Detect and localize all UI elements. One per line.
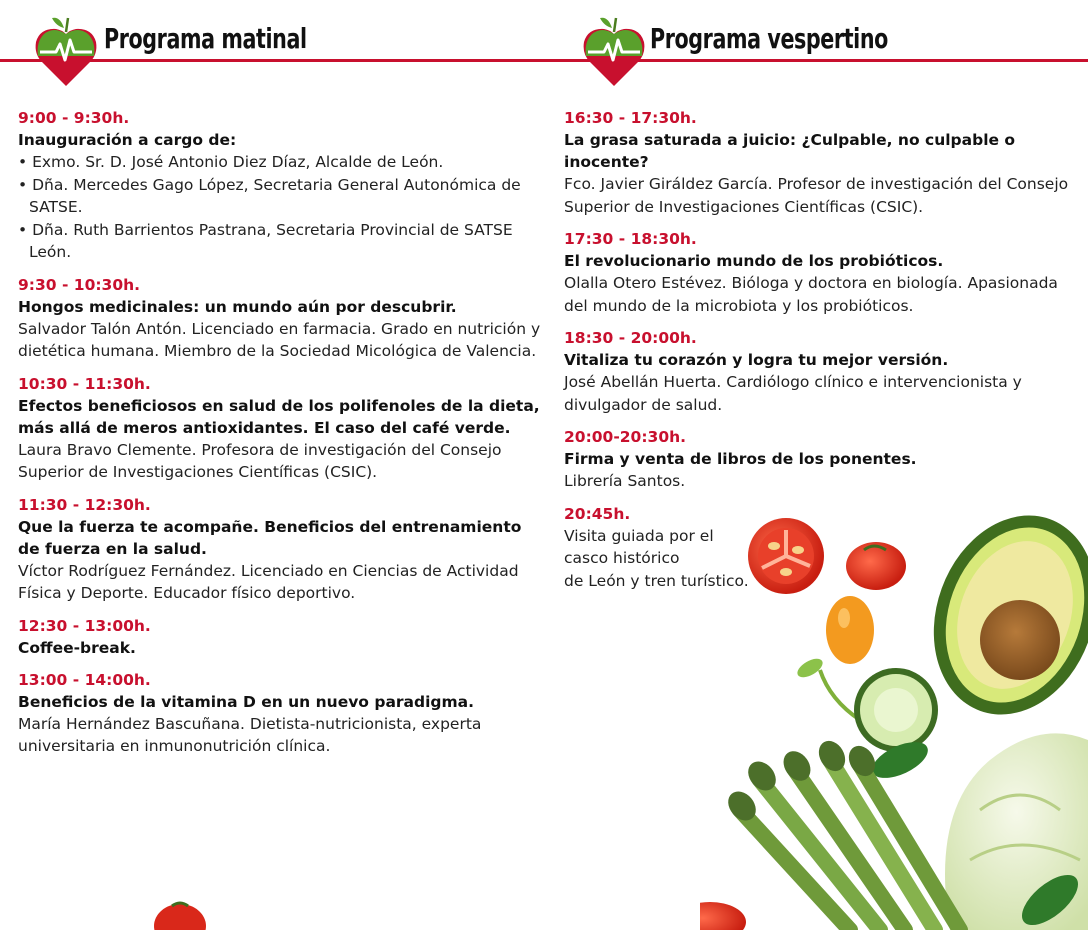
cucumber-slice-icon — [854, 668, 938, 752]
activity-line: casco histórico — [564, 549, 680, 567]
session-time: 9:00 - 9:30h. — [18, 109, 130, 127]
session-time: 18:30 - 20:00h. — [564, 329, 697, 347]
session-item — [18, 615, 543, 659]
header-divider — [0, 59, 1088, 62]
session-time: 20:45h. — [564, 504, 631, 523]
session-title: Coffee-break. — [18, 638, 136, 657]
session-item — [18, 107, 543, 264]
guest-bullet: • Dña. Mercedes Gago López, Secretaria General Autonómica de SATSE. — [18, 174, 543, 219]
session-time: 17:30 - 18:30h. — [564, 230, 697, 248]
morning-program-title: Programa matinal — [104, 22, 307, 55]
session-time: 10:30 - 11:30h. — [18, 374, 151, 393]
speaker-description: Salvador Talón Antón. Licenciado en farmacia. Grado en nutrición y dietética humana. Miembro de la Sociedad Micológica de Valencia. — [18, 319, 541, 360]
activity-line: de León y tren turístico. — [564, 571, 749, 590]
apple-heart-logo-icon — [582, 12, 646, 88]
apple-heart-logo-icon — [34, 12, 98, 88]
session-title: Hongos medicinales: un mundo aún por descubrir. — [18, 297, 457, 316]
session-title: Que la fuerza te acompañe. Beneficios del entrenamiento de fuerza en la salud. — [18, 517, 522, 558]
activity-line: Visita guiada por el — [564, 526, 714, 545]
speaker-description: Librería Santos. — [564, 472, 686, 490]
morning-program — [18, 107, 543, 768]
afternoon-program-title: Programa vespertino — [650, 22, 888, 55]
session-item — [18, 494, 543, 605]
session-title: Vitaliza tu corazón y logra tu mejor versión. — [564, 351, 949, 369]
yellow-tomato-icon — [826, 596, 874, 664]
session-item — [564, 327, 1074, 416]
session-time: 12:30 - 13:00h. — [18, 616, 151, 635]
session-time: 13:00 - 14:00h. — [18, 670, 151, 689]
cherry-tomato-icon — [846, 542, 906, 590]
tomato-icon — [150, 896, 210, 930]
session-title: Beneficios de la vitamina D en un nuevo paradigma. — [18, 692, 475, 711]
vegetables-illustration — [700, 510, 1088, 930]
session-title: Inauguración a cargo de: — [18, 131, 237, 149]
asparagus-icon — [723, 736, 960, 930]
session-item — [564, 228, 1074, 317]
speaker-description: José Abellán Huerta. Cardiólogo clínico e intervencionista y divulgador de salud. — [564, 373, 1022, 414]
session-time: 20:00-20:30h. — [564, 428, 687, 446]
speaker-description: Laura Bravo Clemente. Profesora de investigación del Consejo Superior de Investigaciones Científicas (CSIC). — [18, 440, 502, 481]
session-title: Firma y venta de libros de los ponentes. — [564, 450, 917, 468]
session-title: Efectos beneficiosos en salud de los polifenoles de la dieta, más allá de meros antioxidantes. El caso del café verde. — [18, 396, 540, 437]
speaker-description: Fco. Javier Giráldez García. Profesor de investigación del Consejo Superior de Investigaciones Científicas (CSIC). — [564, 175, 1069, 216]
session-time: 16:30 - 17:30h. — [564, 109, 697, 127]
session-time: 9:30 - 10:30h. — [18, 275, 141, 294]
session-item — [18, 373, 543, 484]
session-item — [564, 426, 1074, 493]
speaker-description: María Hernández Bascuñana. Dietista-nutricionista, experta universitaria en inmunonutrición clínica. — [18, 714, 482, 755]
session-time: 11:30 - 12:30h. — [18, 495, 151, 514]
speaker-description: Olalla Otero Estévez. Bióloga y doctora en biología. Apasionada del mundo de la microbiota y los probióticos. — [564, 274, 1058, 315]
session-item — [18, 274, 543, 363]
session-item — [564, 107, 1074, 218]
session-title: La grasa saturada a juicio: ¿Culpable, no culpable o inocente? — [564, 131, 1016, 171]
session-title: El revolucionario mundo de los probióticos. — [564, 252, 944, 270]
session-item — [18, 669, 543, 758]
guest-bullet: • Dña. Ruth Barrientos Pastrana, Secretaria Provincial de SATSE León. — [18, 219, 543, 264]
guest-bullet: • Exmo. Sr. D. José Antonio Diez Díaz, Alcalde de León. — [18, 151, 543, 174]
tomato-slice-icon — [748, 518, 824, 594]
speaker-description: Víctor Rodríguez Fernández. Licenciado en Ciencias de Actividad Física y Deporte. Educador físico deportivo. — [18, 561, 519, 602]
